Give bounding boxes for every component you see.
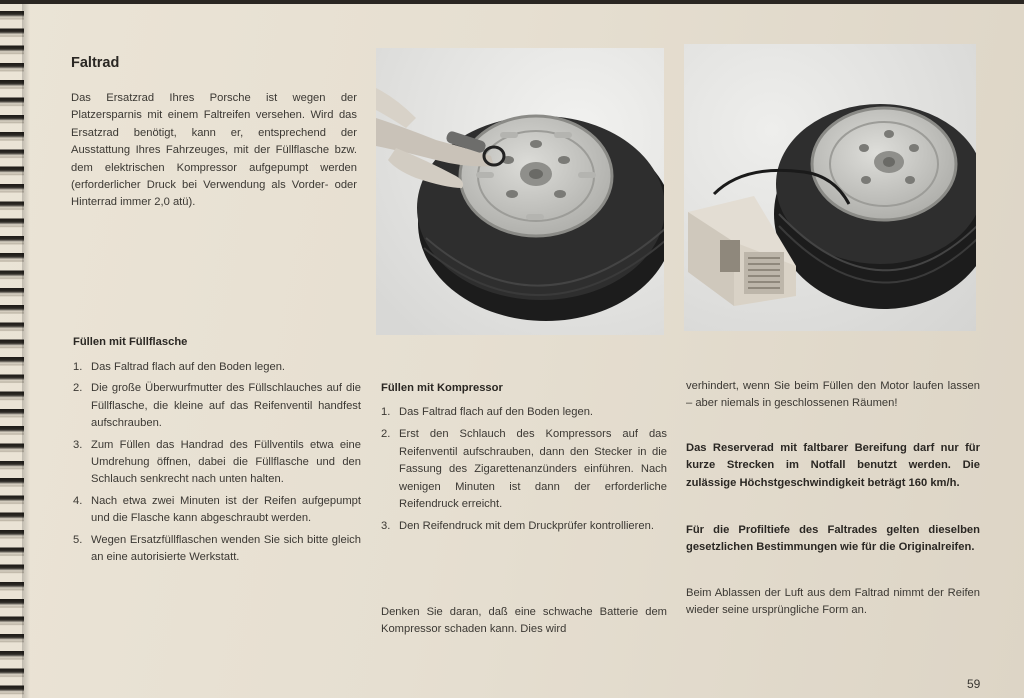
steps-kompressor (381, 404, 667, 541)
deflate-note: Beim Ablassen der Luft aus dem Faltrad nimmt der Reifen wieder seine ursprüngliche Form an. (686, 587, 980, 617)
list-item: 1. Das Faltrad flach auf den Boden legen. (381, 406, 594, 418)
battery-note: Denken Sie daran, daß eine schwache Batterie dem Kompressor schaden kann. Dies wird (381, 606, 667, 636)
list-item: 1. Das Faltrad flach auf den Boden legen. (73, 361, 286, 373)
list-item: 2. Die große Überwurfmutter des Füllschlauches auf die Füllflasche, die kleine auf das Reifenventil handfest aufschrauben. (73, 382, 361, 430)
heading-fuellflasche: Füllen mit Füllflasche (73, 336, 188, 348)
list-item: 2. Erst den Schlauch des Kompressors auf das Reifenventil aufschrauben, dann den Stecker in die Fassung des Zigarettenanzünders einführen. Nach wenigen Minuten ist dann der erforderliche Reifendruck erreicht. (381, 428, 667, 511)
speed-warning: Das Reserverad mit faltbarer Bereifung darf nur für kurze Strecken im Notfall benutzt werden. Die zulässige Höchstgeschwindigkeit beträgt 160 km/h. (686, 442, 980, 489)
photo-tire-fuellflasche (376, 48, 664, 335)
list-item: 3. Zum Füllen das Handrad des Füllventils etwa eine Umdrehung öffnen, dabei die Füllflasche und den Schlauch senkrecht nach unten halten. (73, 438, 361, 486)
page-title: Faltrad (71, 55, 120, 71)
continuation-text: verhindert, wenn Sie beim Füllen den Motor laufen lassen – aber niemals in geschlossenen Räumen! (686, 380, 980, 410)
list-item: 5. Wegen Ersatzfüllflaschen wenden Sie sich bitte gleich an eine autorisierte Werkstatt. (73, 533, 361, 564)
list-item: 3. Den Reifendruck mit dem Druckprüfer kontrollieren. (381, 520, 654, 533)
heading-kompressor: Füllen mit Kompressor (381, 382, 503, 394)
photo-tire-kompressor (684, 44, 976, 331)
spiral-binding (0, 6, 24, 696)
steps-fuellflasche (73, 359, 361, 570)
intro-paragraph: Das Ersatzrad Ihres Porsche ist wegen der Platzersparnis mit einem Faltreifen versehen. Wird das Ersatzrad benötigt, kann er, entsprechend der Ausstattung Ihres Fahrzeuges, mit der Füllflasche bzw. dem elektrischen Kompressor aufgepumpt werden (erforderlicher Druck bei Verwendung als Vorder- oder Hinterrad immer 2,0 atü). (71, 92, 357, 209)
page-number: 59 (967, 677, 981, 691)
list-item: 4. Nach etwa zwei Minuten ist der Reifen aufgepumpt und die Flasche kann abgeschraubt werden. (73, 494, 361, 525)
tread-depth-note: Für die Profiltiefe des Faltrades gelten dieselben gesetzlichen Bestimmungen wie für die Originalreifen. (686, 524, 980, 554)
